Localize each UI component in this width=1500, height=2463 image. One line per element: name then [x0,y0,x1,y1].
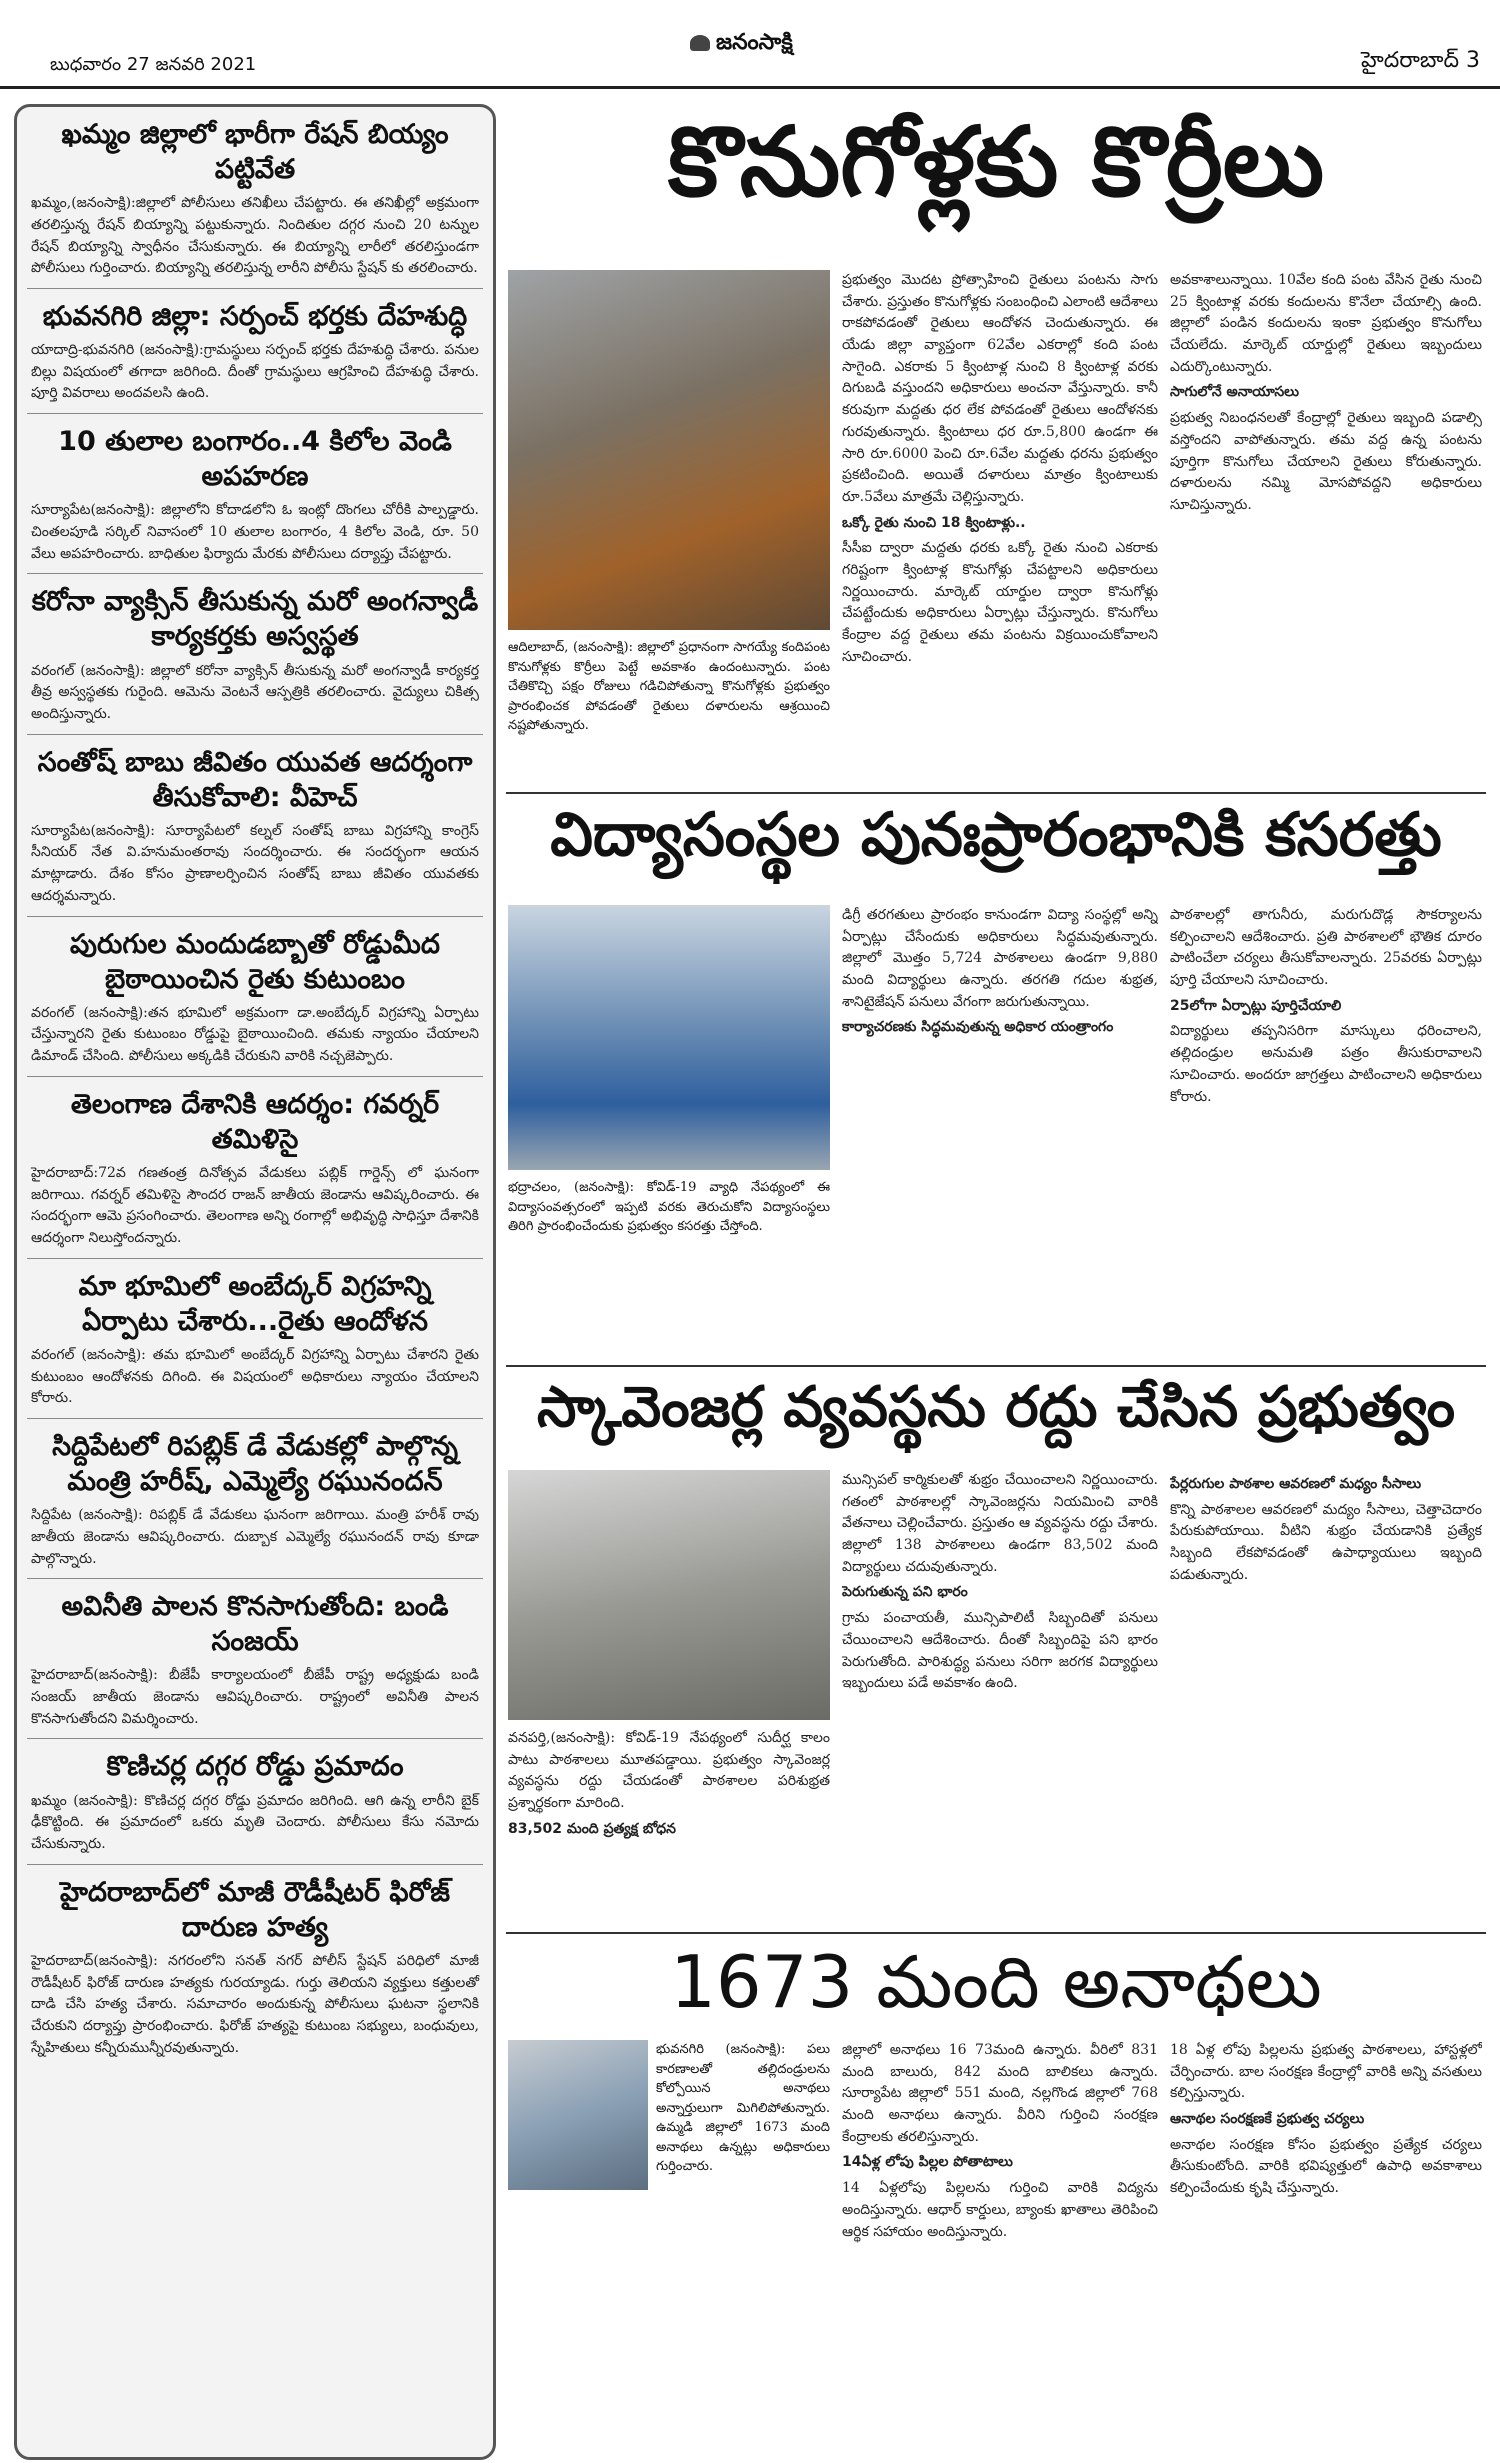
news-briefs-sidebar [14,104,496,2460]
story3-column [1170,1470,1482,1928]
story4-column [1170,2040,1482,2440]
brief-item [17,117,493,280]
story1-column [842,270,1158,785]
brief-title: తెలంగాణ దేశానికి ఆదర్శం: గవర్నర్ తమిళిసై [70,1088,440,1155]
brief-item [17,1875,493,2060]
story1-subheading: సాగులోనే అనాయాసలు [1170,384,1299,401]
story3-column [842,1470,1158,1928]
brief-body: హైదరాబాద్:72వ గణతంత్ర దినోత్సవ వేడుకలు పబ్లిక్ గార్డెన్స్ లో ఘనంగా జరిగాయి. గవర్నర్ తమిళిసై సౌందర రాజన్ జాతీయ జెండాను ఆవిష్కరించారు. ఈ సందర్భంగా ఆమె ప్రసంగించారు. తెలంగాణ అన్ని రంగాల్లో అభివృద్ధి సాధిస్తూ దేశానికి ఆదర్శంగా నిలుస్తోందన్నారు. [31,1164,479,1247]
brief-item [17,584,493,725]
divider [27,1738,483,1739]
story1-text: ప్రభుత్వ నిబంధనలతో కేంద్రాల్లో రైతులు ఇబ్బంది పడాల్సి వస్తోందని వాపోతున్నారు. తమ వద్ద ఉన్న పంటను పూర్తిగా కొనుగోలు చేయాలని రైతులు కోరుతున్నారు. దళారులను నమ్మి మోసపోవద్దని అధికారులు సూచిస్తున్నారు. [1170,410,1482,513]
brief-title: భువనగిరి జిల్లా: సర్పంచ్ భర్తకు దేహశుద్ధి [42,300,468,332]
divider [27,916,483,917]
brief-item [17,1429,493,1570]
brief-item [17,424,493,565]
story2-column [1170,905,1482,1360]
story2-subheading: కార్యాచరణకు సిద్ధమవుతున్న అధికార యంత్రాంగం [842,1019,1114,1036]
story4-text: 18 ఏళ్ల లోపు పిల్లలను ప్రభుత్వ పాఠశాలలు, హాస్టళ్లలో చేర్పించారు. బాల సంరక్షణ కేంద్రాల్లో వారికి అన్ని వసతులు కల్పిస్తున్నారు. [1170,2042,1482,2102]
story1-column [1170,270,1482,785]
story3-text: మున్సిపల్ కార్మికులతో శుభ్రం చేయించాలని నిర్ణయించారు. గతంలో పాఠశాలల్లో స్కావెంజర్లను నియమించి వారికి వేతనాలు చెల్లించేవారు. ప్రస్తుతం ఆ వ్యవస్థను రద్దు చేశారు. జిల్లాలో 138 పాఠశాలలు ఉండగా 83,502 మంది విద్యార్థులు చదువుతున్నారు. [842,1472,1158,1575]
story4-headline: 1673 మంది అనాథలు [670,1940,1322,2024]
story3-caption: వనపర్తి,(జనంసాక్షి): కోవిడ్-19 నేపథ్యంలో సుదీర్ఘ కాలం పాటు పాఠశాలలు మూతపడ్డాయి. ప్రభుత్వం స్కావెంజర్ల వ్యవస్థను రద్దు చేయడంతో పాఠశాలల పరిశుభ్రత ప్రశ్నార్థకంగా మారింది. [508,1730,830,1812]
story2-subheading: 25లోగా ఏర్పాట్లు పూర్తిచేయాలి [1170,997,1342,1014]
brief-item [17,927,493,1068]
story4-subheading: ఆనాథల సంరక్షణకే ప్రభుత్వ చర్యలు [1170,2111,1365,2128]
brief-body: సిద్దిపేట (జనంసాక్షి): రిపబ్లిక్ డే వేడుకలు ఘనంగా జరిగాయి. మంత్రి హరీశ్ రావు జాతీయ జెండాను ఆవిష్కరించారు. దుబ్బాక ఎమ్మెల్యే రఘునందన్ రావు కూడా పాల్గొన్నారు. [31,1507,479,1567]
brief-title: కరోనా వ్యాక్సిన్ తీసుకున్న మరో అంగన్వాడీ కార్యకర్తకు అస్వస్థత [31,586,479,653]
story2-text: పాఠశాలల్లో తాగునీరు, మరుగుదొడ్ల సౌకర్యాలను కల్పించాలని ఆదేశించారు. ప్రతి పాఠశాలలో భౌతిక దూరం పాటించేలా చర్యలు తీసుకోవాలన్నారు. 25వరకు ఏర్పాట్లు పూర్తి చేయాలని సూచించారు. [1170,907,1482,989]
divider [27,734,483,735]
story1-text: ప్రభుత్వం మొదట ప్రోత్సాహించి రైతులు పంటను సాగు చేశారు. ప్రస్తుతం కొనుగోళ్లకు సంబంధించి ఎలాంటి ఆదేశాలు రాకపోవడంతో రైతులు ఆందోళన చెందుతున్నారు. ఈ యేడు జిల్లా వ్యాప్తంగా 62వేల ఎకరాల్లో కంది పంట సాగైంది. ఎకరాకు 5 క్వింటాళ్ల నుంచి 8 క్వింటాళ్ల వరకు దిగుబడి వస్తుందని అధికారులు అంచనా వేస్తున్నారు. కానీ కరువుగా మద్దతు ధర లేక పోవడంతో రైతులు ఆందోళనకు గురవుతున్నారు. క్వింటాలు ధర రూ.5,800 ఉండగా ఈ సారి రూ.6000 పెంచి రూ.6వేల మద్దతు ధరను ప్రభుత్వం ప్రకటించింది. అయితే దళారులు మాత్రం క్వింటాలుకు రూ.5వేలు మాత్రమే చెల్లిస్తున్నారు. [842,272,1158,505]
story1-subheading: ఒక్కో రైతు నుంచి 18 క్వింటాళ్లు.. [842,514,1026,531]
section-divider [506,1932,1486,1934]
story1-caption: ఆదిలాబాద్, (జనంసాక్షి): జిల్లాలో ప్రధానంగా సాగయ్యే కందిపంట కొనుగోళ్లకు కొర్రీలు పెట్టే అవకాశం ఉందంటున్నారు. పంట చేతికొచ్చి పక్షం రోజులు గడిచిపోతున్నా కొనుగోళ్లకు ప్రభుత్వం ప్రారంభించక పోవడంతో రైతులు దళారులను ఆశ్రయించి నష్టపోతున్నారు. [508,640,830,733]
story2-caption: భద్రాచలం, (జనంసాక్షి): కోవిడ్-19 వ్యాధి నేపథ్యంలో ఈ విద్యాసంవత్సరంలో ఇప్పటి వరకు తెరుచుకోని విద్యాసంస్థలు తిరిగి ప్రారంభించేందుకు ప్రభుత్వం కసరత్తు చేస్తోంది. [508,1180,830,1234]
story1-photo [508,270,830,630]
brief-title: ఖమ్మం జిల్లాలో భారీగా రేషన్ బియ్యం పట్టివేత [61,119,449,186]
brief-body: హైదరాబాద్(జనంసాక్షి): బీజేపీ కార్యాలయంలో బీజేపీ రాష్ట్ర అధ్యక్షుడు బండి సంజయ్ జాతీయ జెండాను ఆవిష్కరించారు. రాష్ట్రంలో అవినీతి పాలన కొనసాగుతోందని విమర్శించారు. [31,1667,479,1727]
brief-body: సూర్యాపేట(జనంసాక్షి): జిల్లాలోని కోదాడలోని ఓ ఇంట్లో దొంగలు చోరీకి పాల్పడ్డారు. చింతలపూడి సర్కిల్ నివాసంలో 10 తులాల బంగారం, 4 కిలోల వెండి, రూ. 50 వేలు అపహరించారు. బాధితుల ఫిర్యాదు మేరకు పోలీసులు దర్యాప్తు చేపట్టారు. [31,502,479,562]
brief-item [17,299,493,405]
newspaper-name: జనంసాక్షి [716,30,793,55]
brief-body: యాదాద్రి-భువనగిరి (జనంసాక్షి):గ్రామస్థులు సర్పంచ్ భర్తకు దేహశుద్ధి చేశారు. పనుల బిల్లు విషయంలో తగాదా జరిగింది. దీంతో గ్రామస్థులు ఆగ్రహించి దేహశుద్ధి చేశారు. పూర్తి వివరాలు అందవలసి ఉంది. [31,342,479,402]
story3-text: గ్రామ పంచాయతీ, మున్సిపాలిటీ సిబ్బందితో పనులు చేయించాలని ఆదేశించారు. దీంతో సిబ్బందిపై పని భారం పెరుగుతోంది. పారిశుద్ధ్య పనులు సరిగా జరగక విద్యార్థులు ఇబ్బందులు పడే అవకాశం ఉంది. [842,1610,1158,1692]
brief-item [17,1749,493,1855]
section-divider [506,792,1486,794]
brief-title: సిద్దిపేటలో రిపబ్లిక్ డే వేడుకల్లో పాల్గొన్న మంత్రి హరీష్, ఎమ్మెల్యే రఘునందన్ [52,1430,458,1498]
brief-title: హైదరాబాద్‌లో మాజీ రౌడీషీటర్ ఫిరోజ్ దారుణ హత్య [59,1876,451,1943]
story3-headline: స్కావెంజర్ల వ్యవస్థను రద్దు చేసిన ప్రభుత్వం [537,1375,1455,1440]
logo-icon [690,35,710,51]
brief-body: ఖమ్మం,(జనంసాక్షి):జిల్లాలో పోలీసులు తనిఖీలు చేపట్టారు. ఈ తనిఖీల్లో అక్రమంగా తరలిస్తున్న రేషన్ బియ్యాన్ని పట్టుకున్నారు. నిందితుల దగ్గర నుంచి 20 టన్నుల రేషన్ బియ్యాన్ని స్వాధీనం చేసుకున్నారు. ఈ బియ్యాన్ని లారీలో తరలిస్తుండగా పోలీసులు గుర్తించారు. బియ్యాన్ని తరలిస్తున్న లారీని పోలీసు స్టేషన్ కు తరలించారు. [31,195,479,277]
story3-column [508,1728,830,1928]
brief-body: సూర్యాపేట(జనంసాక్షి): సూర్యాపేటలో కల్నల్ సంతోష్ బాబు విగ్రహాన్ని కాంగ్రెస్ సీనియర్ నేత వి.హనుమంతరావు సందర్శించారు. ఈ సందర్భంగా ఆయన మాట్లాడారు. దేశం కోసం ప్రాణాలర్పించిన సంతోష్ బాబు జీవితం యువతకు ఆదర్శమన్నారు. [31,822,479,904]
divider [27,1578,483,1579]
story2-column [842,905,1158,1360]
brief-title: కొణిచర్ల దగ్గర రోడ్డు ప్రమాదం [106,1751,404,1783]
story4-text: అనాథల సంరక్షణ కోసం ప్రభుత్వం ప్రత్యేక చర్యలు తీసుకుంటోంది. వారికి భవిష్యత్తులో ఉపాధి అవకాశాలు కల్పించేందుకు కృషి చేస్తున్నారు. [1170,2136,1482,2197]
brief-title: మా భూమిలో అంబేద్కర్ విగ్రహన్ని ఏర్పాటు చేశారు...రైతు ఆందోళన [78,1270,432,1337]
story4-column [842,2040,1158,2440]
issue-date: బుధవారం 27 జనవరి 2021 [50,54,257,75]
story1-text: సీసీఐ ద్వారా మద్దతు ధరకు ఒక్కో రైతు నుంచి ఎకరాకు గరిష్టంగా క్వింటాళ్ల కొనుగోళ్లు చేపట్టాలని అధికారులు నిర్ణయించారు. మార్కెట్ యార్డుల ద్వారా కొనుగోళ్లు చేపట్టేందుకు అధికారులు ఏర్పాట్లు చేస్తున్నారు. కొనుగోలు కేంద్రాల వద్ద రైతులు తమ పంటను విక్రయించుకోవాలని సూచించారు. [842,540,1158,665]
newspaper-logo [690,30,793,60]
brief-title: అవినీతి పాలన కొనసాగుతోంది: బండి సంజయ్ [61,1591,449,1658]
story3-subheading: పేర్లరుగుల పాఠశాల ఆవరణలో మధ్యం సీసాలు [1170,1476,1422,1492]
story1-text: అవకాశాలున్నాయి. 10వేల కంది పంట వేసిన రైతు నుంచి 25 క్వింటాళ్ల వరకు కందులను కొనేలా చేయాల్సి ఉంది. జిల్లాలో పండిన కందులను ఇంకా ప్రభుత్వం కొనుగోలు చేయలేదు. మార్కెట్ యార్డుల్లో రైతులు ఇబ్బందులు ఎదుర్కొంటున్నారు. [1170,272,1482,375]
brief-body: వరంగల్ (జనంసాక్షి):తన భూమిలో అక్రమంగా డా.అంబేద్కర్ విగ్రహాన్ని ఏర్పాటు చేస్తున్నారని రైతు కుటుంబం రోడ్డుపై బైఠాయించింది. తమకు న్యాయం చేయాలని డిమాండ్ చేసింది. పోలీసులు అక్కడికి చేరుకుని వారికి నచ్చజెప్పారు. [31,1004,479,1065]
story2-photo [508,905,830,1170]
divider [27,1418,483,1419]
divider [27,413,483,414]
story4-text: 14 ఏళ్లలోపు పిల్లలను గుర్తించి వారికి విద్యను అందిస్తున్నారు. ఆధార్ కార్డులు, బ్యాంకు ఖాతాలు తెరిపించి ఆర్థిక సహాయం అందిస్తున్నారు. [842,2180,1158,2240]
story3-text: కొన్ని పాఠశాలల ఆవరణలో మద్యం సీసాలు, చెత్తాచెదారం పేరుకుపోయాయి. వీటిని శుభ్రం చేయడానికి ప్రత్యేక సిబ్బంది లేకపోవడంతో ఉపాధ్యాయులు ఇబ్బంది పడుతున్నారు. [1170,1501,1482,1583]
brief-body: వరంగల్ (జనంసాక్షి): తమ భూమిలో అంబేద్కర్ విగ్రహాన్ని ఏర్పాటు చేశారని రైతు కుటుంబం ఆందోళనకు దిగింది. ఈ విషయంలో అధికారులు న్యాయం చేయాలని కోరారు. [31,1346,479,1407]
divider [27,288,483,289]
brief-item [17,1269,493,1410]
brief-body: హైదరాబాద్(జనంసాక్షి): నగరంలోని సనత్ నగర్ పోలీస్ స్టేషన్ పరిధిలో మాజీ రౌడీషీటర్ ఫిరోజ్ దారుణ హత్యకు గురయ్యాడు. గుర్తు తెలియని వ్యక్తులు కత్తులతో దాడి చేసి హత్య చేశారు. సమాచారం అందుకున్న పోలీసులు ఘటనా స్థలానికి చేరుకుని దర్యాప్తు ప్రారంభించారు. ఫిరోజ్ హత్యపై కుటుంబ సభ్యులు, బంధువులు, స్నేహితులు కన్నీరుమున్నీరవుతున్నారు. [31,1952,479,2056]
brief-title: సంతోష్ బాబు జీవితం యువత ఆదర్శంగా తీసుకోవాలి: వీహెచ్ [37,746,473,813]
story4-text: జిల్లాలో అనాథలు 16 73మంది ఉన్నారు. వీరిలో 831 మంది బాలురు, 842 మంది బాలికలు ఉన్నారు. సూర్యాపేట జిల్లాలో 551 మంది, నల్లగొండ జిల్లాలో 768 మంది అనాథలు ఉన్నారు. వీరిని గుర్తించి సంరక్షణ కేంద్రాలకు తరలిస్తున్నారు. [842,2042,1158,2145]
story2-headline: విద్యాసంస్థల పునఃప్రారంభానికి కసరత్తు [550,800,1442,870]
story4-subheading: 14ఏళ్ల లోపు పిల్లల పోతాటాలు [842,2154,1013,2171]
page-edition: హైదరాబాద్ 3 [1361,48,1480,73]
masthead [0,0,1500,89]
section-divider [506,1365,1486,1367]
divider [27,1864,483,1865]
story2-text: డిగ్రీ తరగతులు ప్రారంభం కానుండగా విద్యా సంస్థల్లో అన్ని ఏర్పాట్లు చేసేందుకు అధికారులు సిద్ధమవుతున్నారు. జిల్లాలో మొత్తం 5,724 పాఠశాలలు ఉండగా 9,880 మంది విద్యార్థులు ఉన్నారు. తరగతి గదుల శుభ్రత, శానిటైజేషన్ పనులు వేగంగా జరుగుతున్నాయి. [842,907,1158,1010]
brief-title: పురుగుల మందుడబ్బాతో రోడ్డుమీద బైఠాయించిన రైతు కుటుంబం [70,928,440,995]
brief-item [17,1087,493,1250]
brief-item [17,745,493,908]
brief-body: వరంగల్ (జనంసాక్షి): జిల్లాలో కరోనా వ్యాక్సిన్ తీసుకున్న మరో అంగన్వాడీ కార్యకర్త తీవ్ర అస్వస్థతకు గురైంది. ఆమెను వెంటనే ఆస్పత్రికి తరలించారు. వైద్యులు చికిత్స అందిస్తున్నారు. [31,662,479,722]
brief-title: 10 తులాల బంగారం..4 కిలోల వెండి అపహరణ [58,426,452,493]
story3-subheading: పెరుగుతున్న పని భారం [842,1584,968,1601]
story4-caption: భువనగిరి (జనంసాక్షి): పలు కారణాలతో తల్లిదండ్రులను కోల్పోయిన అనాథలు అన్నార్తులుగా మిగిలిపోతున్నారు. ఉమ్మడి జిల్లాలో 1673 మంది అనాథలు ఉన్నట్లు అధికారులు గుర్తించారు. [656,2042,830,2174]
divider [27,1258,483,1259]
brief-body: ఖమ్మం (జనంసాక్షి): కొణిచర్ల దగ్గర రోడ్డు ప్రమాదం జరిగింది. ఆగి ఉన్న లారీని బైక్ ఢీకొట్టింది. ఈ ప్రమాదంలో ఒకరు మృతి చెందారు. పోలీసులు కేసు నమోదు చేసుకున్నారు. [31,1792,479,1852]
story2-text: విద్యార్థులు తప్పనిసరిగా మాస్కులు ధరించాలని, తల్లిదండ్రుల అనుమతి పత్రం తీసుకురావాలని సూచించారు. అందరూ జాగ్రత్తలు పాటించాలని అధికారులు కోరారు. [1170,1023,1482,1105]
story1-headline: కొనుగోళ్లకు కొర్రీలు [667,106,1325,218]
divider [27,1076,483,1077]
divider [27,573,483,574]
story3-photo [508,1470,830,1720]
story3-subheading: 83,502 మంది ప్రత్యక్ష బోధన [508,1820,676,1837]
brief-item [17,1589,493,1730]
story4-photo [508,2040,648,2190]
